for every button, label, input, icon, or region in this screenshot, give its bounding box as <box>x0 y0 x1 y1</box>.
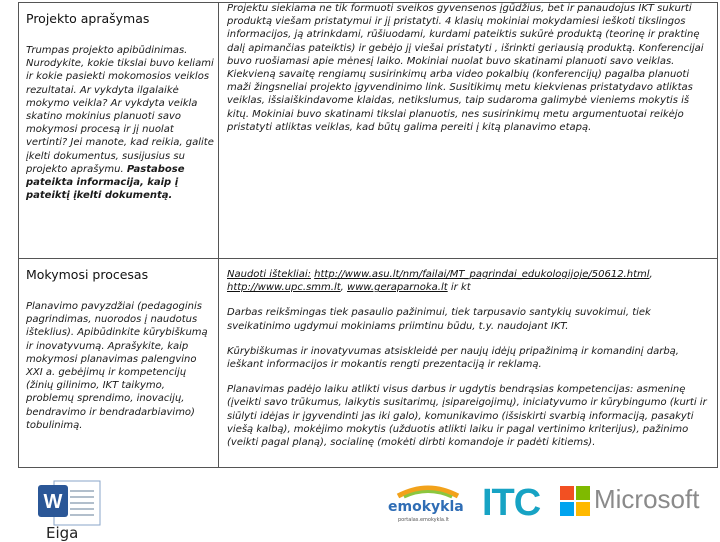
section2-prompt: Planavimo pavyzdžiai (pedagoginis pagrindimas, nuorodos į naudotus išteklius). Apibūdinkite kūrybiškumą ir inovatyvumą. Aprašykite, kaip mokymosi planavimas palengvino XXI a. gebėjimų ir kompetencijų (žinių gilinimo, IKT taikymo, problemų sprendimo, inovacijų, bendravimo ir bendradarbiavimo) tobulinimą. <box>26 301 208 431</box>
microsoft-logo-text: Microsoft <box>594 484 700 514</box>
word-caption: Eiga <box>46 524 79 542</box>
emokykla-logo-subtext: portalas.emokykla.lt <box>398 517 449 523</box>
section2-heading: Mokymosi procesas <box>26 267 149 282</box>
itc-logo: ITC <box>482 482 541 524</box>
table-divider-vertical <box>218 2 219 468</box>
section2-paragraph-4: Planavimas padėjo laiku atlikti visus darbus ir ugdytis bendrąsias kompetencijas: asmeninę (įveikti savo trūkumus, laikytis susitarimų, įsipareigojimų), iniciatyvumo ir kūrybingumo (kurti ir siūlyti idėjas ir įgyvendinti jas iki galo), komunikavimo (išsiskirti svarbią informaciją, pasakyti viešą kalbą), mokėjimo mokytis (užduotis atlikti laiku ir pagal vertinimo kriterijus), pažinimo (veikti pagal planą), socialinę (mokėti dirbti komandoje ir padėti kitiems). <box>227 384 707 449</box>
resource-link-1[interactable]: http://www.asu.lt/nm/failai/MT_pagrindai_edukologijoje/50612.html <box>314 269 650 280</box>
emokykla-logo-text: emokykla <box>388 499 464 515</box>
section1-prompt-bold: Pastabose pateikta informacija, kaip į pateiktį įkelti dokumentą. <box>26 163 185 202</box>
table-divider-horizontal <box>18 258 718 259</box>
section1-answer: Projektu siekiama ne tik formuoti sveikos gyvensenos įgūdžius, bet ir panaudojus IKT sukurti produktą viešam pristatymui ir jį pristatyti. 4 klasių mokiniai mokydamiesi ieškoti tikslingos informacijos, ją atrinkdami, rūšiuodami, kurdami pateiktis sukūrė produktą (teorinę ir praktinę dalį apimančias pateiktis) ir gebėjo jį viešai pristatyti , išrinkti geriausią produktą. Konferencijai buvo ruošiamasi apie mėnesį laiko. Mokiniai nuolat buvo skatinami planuoti savo veiklas. Kiekvieną savaitę rengiamų susirinkimų arba video pokalbių (konferencijų) pagalba planuoti maži žingsneliai projekto įgyvendinimo link. Susitikimų metu kiekvienas pristatydavo atliktas veiklas, išsiaiškindavome klaidas, netikslumus, taip sudaroma galimybė vieniems mokytis iš kitų. Mokiniai buvo skatinami tikslai planuotis, nes susirinkimų metu argumentuotai reikėjo pristatyti atliktas veiklas, kad būtų galima pereiti į kitą planavimo etapą. <box>227 3 704 133</box>
microsoft-logo-icon <box>560 486 590 516</box>
resource-link-2[interactable]: http://www.upc.smm.lt <box>227 282 341 294</box>
word-document-icon[interactable] <box>36 477 106 527</box>
resources-paragraph: Naudoti ištekliai: http://www.asu.lt/nm/failai/MT_pagrindai_edukologijoje/50612.html, http://www.upc.smm.lt, www.geraparnoka.lt ir kt <box>227 269 653 294</box>
section2-paragraph-3: Kūrybiškumas ir inovatyvumas atsiskleidė per naujų idėjų pripažinimą ir komandinį darbą, ieškant informacijos ir mokantis rengti prezentaciją ir reklamą. <box>227 345 679 371</box>
section1-prompt <box>26 44 216 202</box>
resources-suffix: ir kt <box>450 282 471 294</box>
section1-prompt-text: Trumpas projekto apibūdinimas. Nurodykite, kokie tikslai buvo keliami ir kokie pasiekti mokomosios veiklos rezultatai. Ar vykdyta ilgalaikė mokymo veikla? Ar vykdyta veikla skatino mokinius planuoti savo mokymosi procesą ir jį nuolat vertinti? Jei manote, kad reikia, galite įkelti dokumentus, susijusius su projekto aprašymu. <box>26 45 214 175</box>
resources-label[interactable]: Naudoti ištekliai: <box>227 269 311 280</box>
section2-paragraph-2: Darbas reikšmingas tiek pasaulio pažinimui, tiek tarpusavio santykių suvokimui, tiek sveikatinimo ugdymui mokiniams priimtinu būdu, t.y. naudojant IKT. <box>227 307 651 332</box>
svg-text:W: W <box>43 491 63 513</box>
section1-heading: Projekto aprašymas <box>26 11 150 26</box>
resource-link-3[interactable]: www.geraparnoka.lt <box>347 282 448 294</box>
section2-answer <box>227 268 711 449</box>
